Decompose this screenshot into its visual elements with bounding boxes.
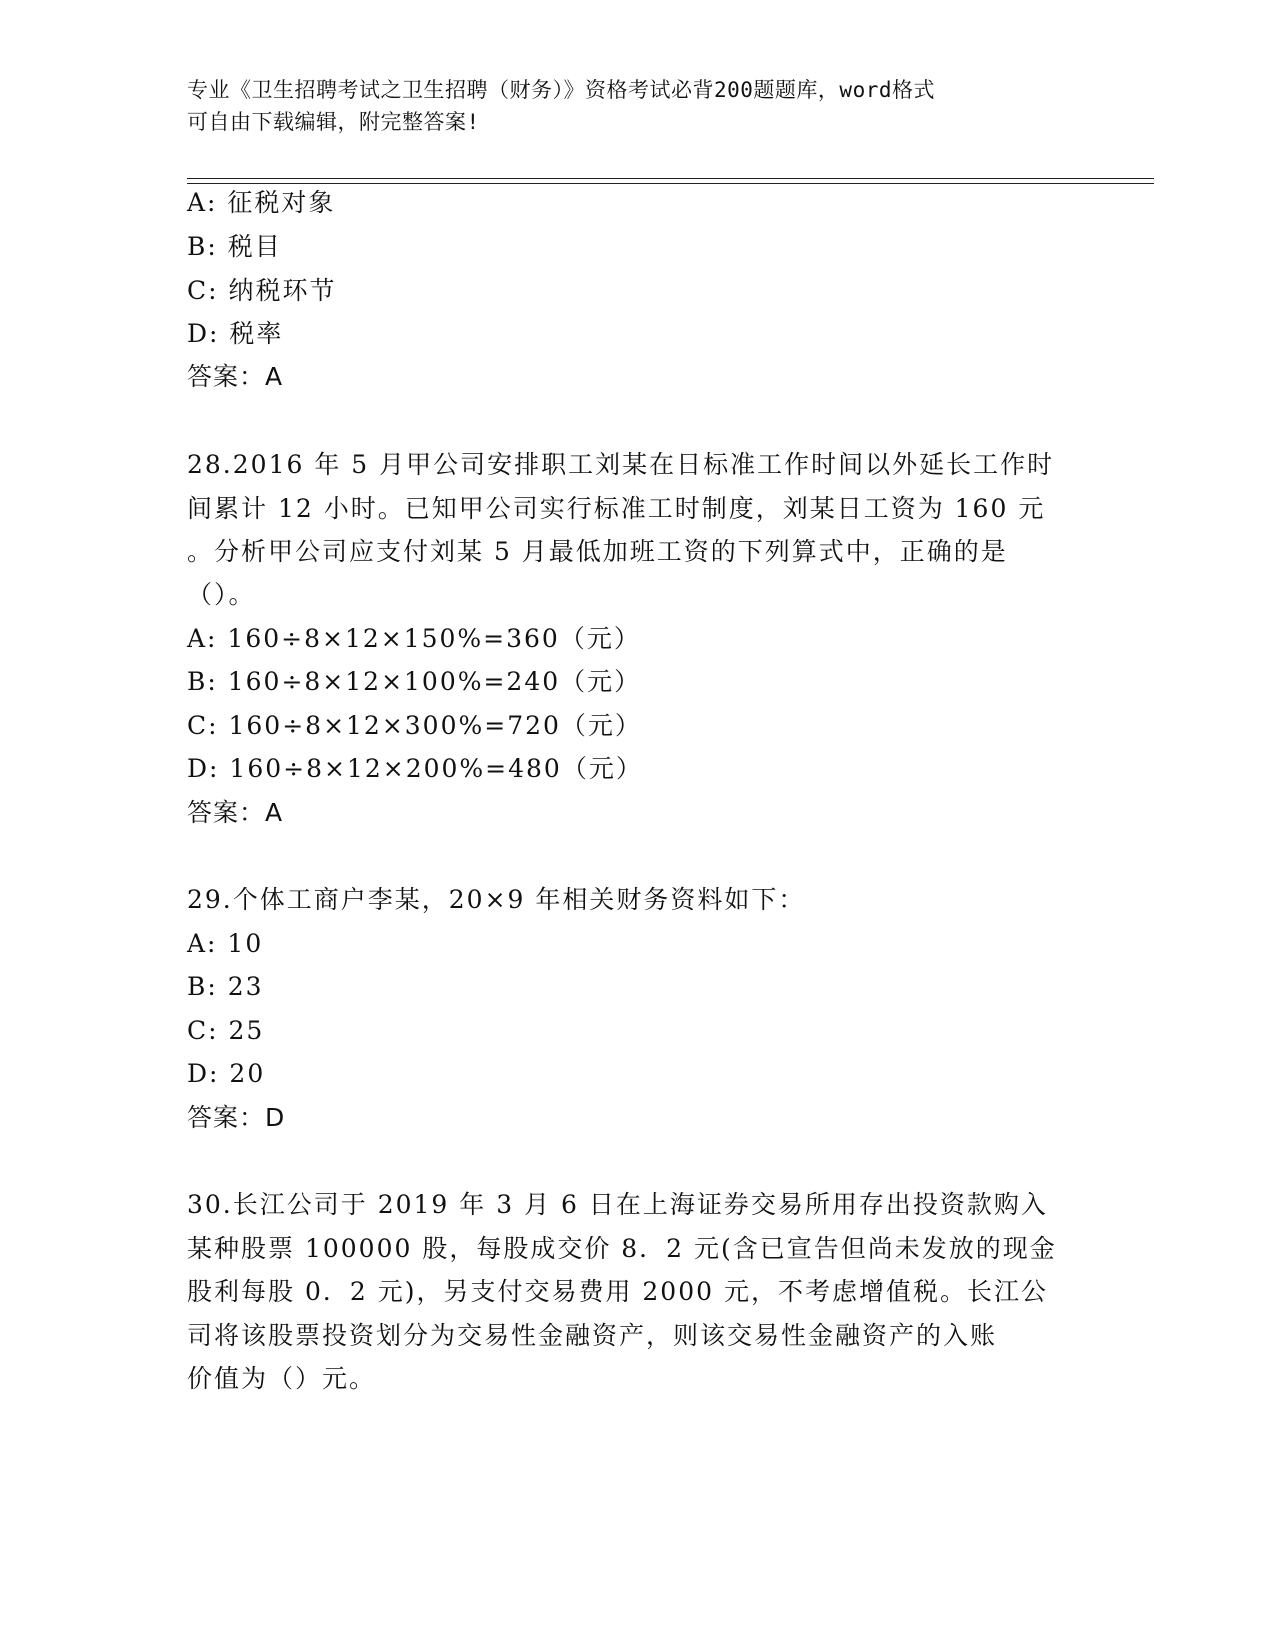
q30-stem-line-3: 股利每股 0．2 元)，另支付交易费用 2000 元，不考虑增值税。长江公 — [187, 1277, 1048, 1306]
q29-option-d: D: 20 — [187, 1059, 266, 1088]
q29-answer: 答案：D — [187, 1103, 286, 1132]
header-divider-top — [187, 178, 1154, 179]
q28-option-d: D: 160÷8×12×200%=480（元） — [187, 754, 643, 783]
q28-option-a: A: 160÷8×12×150%=360（元） — [187, 624, 641, 653]
q28-option-c: C: 160÷8×12×300%=720（元） — [187, 711, 642, 740]
header-line-2: 可自由下载编辑，附完整答案! — [187, 110, 480, 134]
q30-stem-line-2: 某种股票 100000 股，每股成交价 8．2 元(含已宣告但尚未发放的现金 — [187, 1234, 1057, 1263]
header-divider-bottom — [187, 183, 1154, 184]
q29-stem-line-1: 29.个体工商户李某，20×9 年相关财务资料如下： — [187, 885, 806, 914]
q27-option-b: B: 税目 — [187, 232, 282, 261]
q27-option-a: A: 征税对象 — [187, 188, 336, 217]
q30-stem-line-4: 司将该股票投资划分为交易性金融资产，则该交易性金融资产的入账 — [187, 1321, 998, 1350]
q29-option-a: A: 10 — [187, 929, 264, 958]
q28-stem-line-2: 间累计 12 小时。已知甲公司实行标准工时制度，刘某日工资为 160 元 — [187, 494, 1046, 523]
q29-option-c: C: 25 — [187, 1016, 265, 1045]
q30-stem-line-5: 价值为（）元。 — [187, 1364, 377, 1393]
q28-stem-line-3: 。分析甲公司应支付刘某 5 月最低加班工资的下列算式中，正确的是 — [187, 537, 1008, 566]
q30-stem-line-1: 30.长江公司于 2019 年 3 月 6 日在上海证券交易所用存出投资款购入 — [187, 1190, 1048, 1219]
q29-option-b: B: 23 — [187, 972, 264, 1001]
header-line-1: 专业《卫生招聘考试之卫生招聘（财务）》资格考试必背200题题库，word格式 — [187, 78, 935, 102]
document-header — [187, 74, 1087, 138]
q27-answer: 答案：A — [187, 362, 284, 391]
q28-answer: 答案：A — [187, 798, 284, 827]
q28-stem-line-4: （）。 — [187, 580, 256, 609]
q28-stem-line-1: 28.2016 年 5 月甲公司安排职工刘某在日标准工作时间以外延长工作时 — [187, 450, 1055, 479]
q27-option-c: C: 纳税环节 — [187, 276, 337, 305]
q28-option-b: B: 160÷8×12×100%=240（元） — [187, 667, 642, 696]
q27-option-d: D: 税率 — [187, 319, 284, 348]
